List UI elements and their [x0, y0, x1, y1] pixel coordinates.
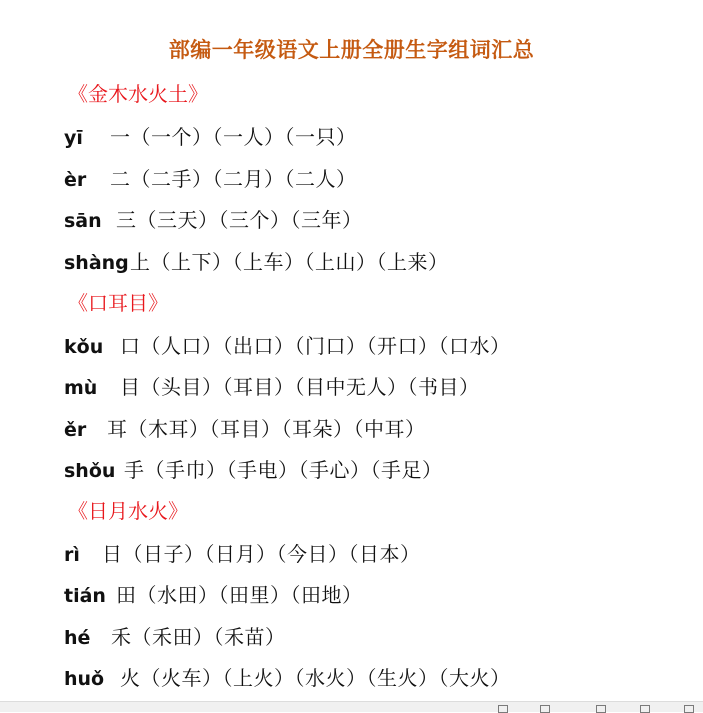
status-bar	[0, 701, 703, 712]
character-entry	[64, 204, 363, 233]
character-entry	[64, 121, 357, 150]
pinyin: huǒ	[64, 668, 105, 690]
pinyin: sān	[64, 210, 102, 232]
word-group: 火（火车）（上火）（水火）（生火）（大火）	[120, 666, 511, 690]
pinyin: yī	[64, 127, 83, 149]
character-entry	[64, 538, 421, 567]
pinyin: èr	[64, 169, 87, 191]
character-entry	[64, 579, 363, 608]
section-heading: 《口耳目》	[68, 291, 168, 315]
character-entry	[64, 621, 286, 650]
pinyin: kǒu	[64, 336, 104, 358]
character-entry	[64, 163, 357, 192]
word-group: 口（人口）（出口）（门口）（开口）（口水）	[120, 334, 511, 358]
page-title: 部编一年级语文上册全册生字组词汇总	[168, 38, 535, 62]
pinyin: shàng	[64, 252, 129, 274]
character-entry	[64, 246, 449, 275]
pinyin: hé	[64, 627, 91, 649]
word-group: 日（日子）（日月）（今日）（日本）	[102, 542, 421, 566]
word-group: 手（手巾）（手电）（手心）（手足）	[124, 458, 443, 482]
section-heading: 《日月水火》	[68, 499, 188, 523]
section-heading: 《金木水火土》	[68, 82, 208, 106]
word-group: 禾（禾田）（禾苗）	[111, 625, 286, 649]
pinyin: shǒu	[64, 460, 116, 482]
character-entry	[64, 454, 443, 483]
word-group: 二（二手）（二月）（二人）	[110, 167, 357, 191]
word-group: 目（头目）（耳目）（目中无人）（书目）	[120, 375, 480, 399]
pinyin: rì	[64, 544, 80, 566]
word-group: 上（上下）（上车）（上山）（上来）	[130, 250, 449, 274]
word-group: 田（水田）（田里）（田地）	[116, 583, 363, 607]
word-group: 三（三天）（三个）（三年）	[116, 208, 363, 232]
pinyin: ěr	[64, 419, 87, 441]
word-group: 一（一个）（一人）（一只）	[110, 125, 357, 149]
character-entry	[64, 330, 511, 359]
character-entry	[64, 371, 480, 400]
character-entry	[64, 662, 511, 691]
pinyin: mù	[64, 377, 98, 399]
character-entry	[64, 413, 426, 442]
word-group: 耳（木耳）（耳目）（耳朵）（中耳）	[107, 417, 426, 441]
pinyin: tián	[64, 585, 106, 607]
